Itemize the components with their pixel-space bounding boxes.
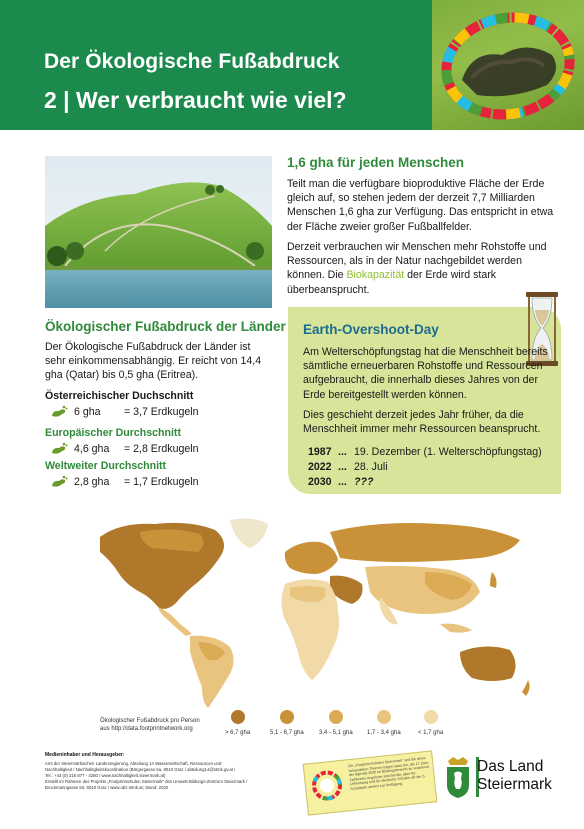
row-world	[50, 475, 199, 489]
imprint-line: Nachhaltigkeit / Nachhaltigkeitskoordination (Bürgergasse 5a, 8010 Graz / abteilung14@stmk.gv.at /	[45, 767, 236, 772]
page-title-line2: 2 | Wer verbraucht wie viel?	[44, 87, 347, 113]
map-japan	[490, 572, 497, 588]
timeline-year: 2022	[308, 461, 332, 473]
timeline-text: ???	[354, 476, 374, 488]
imprint-line: Erstellt im Rahmen des Projekts „Footprintschulen Steiermark“ des Umwelt-Bildungs-Zentrum Steiermark /	[45, 779, 248, 784]
sdg-wheel-photo	[432, 0, 584, 130]
timeline-year: 2030	[308, 476, 332, 488]
legend-item-lt-1-7	[418, 710, 443, 736]
legend-item-gt-6-7	[225, 710, 250, 736]
section-title-1-6-gha: 1,6 gha für jeden Menschen	[287, 155, 465, 170]
section1-paragraph1: Teilt man die verfügbare bioproduktive Fläche der Erde gleich auf, so stehen jedem der derzeit 7,7 Milliarden Menschen 1,6 gha zur Verfügung. Das entspricht in etwa der Fläche zweier großer Fußballfelder.	[287, 178, 554, 233]
brand-line1: Das Land	[477, 758, 544, 775]
legend-item-label: > 6,7 gha	[225, 730, 251, 736]
legend-item-5-1-6-7	[270, 710, 304, 736]
footprint-icon	[50, 475, 68, 489]
sdg-badge-logo	[308, 767, 345, 804]
legend-item-1-7-3-4	[367, 710, 401, 736]
overshoot-title: Earth-Overshoot-Day	[303, 322, 439, 337]
note-text: Die „Footprint-Schulen Steiermark“ und die diese behandelten Themen tragen dazu bei, die 17 Ziele der Agenda 2030 im Bildungsbereich zu verankern. Zahlreiche Angebote sind hierfür, allen für Lebensweg und für steirische Schulen ab der 5. Schulstufe stehen zur Verfügung.	[347, 756, 431, 792]
brand-line2: Steiermark	[477, 776, 552, 793]
section1-p2-text-a: Derzeit verbrauchen wir Menschen mehr Rohstoffe und Ressourcen, als in der Natur nachgebildet werden können. Die	[287, 241, 547, 282]
imprint-line: Brockmanngasse 53, 8010 Graz / www.ubz-stmk.at; Stand: 2022	[45, 785, 169, 790]
legend-swatch	[329, 710, 343, 724]
section1-p2-text-b: der Erde wird stark überbeansprucht.	[287, 269, 497, 296]
imprint-line: Tel.: +43 (0) 316 877 - 4280 / www.nachhaltigkeit.steiermark.at)	[45, 773, 166, 778]
earths-europe: = 2,8 Erdkugeln	[124, 443, 199, 455]
legend-item-label: < 1,7 gha	[418, 730, 444, 736]
timeline-text: 19. Dezember (1. Welterschöpfungstag)	[354, 446, 542, 458]
legend-swatch	[377, 710, 391, 724]
label-world-average: Weltweiter Durchschnitt	[45, 460, 167, 472]
value-austria: 6 gha	[74, 406, 101, 418]
row-austria	[50, 405, 199, 419]
legend-swatch	[280, 710, 294, 724]
timeline-row-1987	[308, 446, 542, 458]
value-world: 2,8 gha	[74, 476, 110, 488]
earths-austria: = 3,7 Erdkugeln	[124, 406, 199, 418]
page-title-line1: Der Ökologische Fußabdruck	[44, 50, 340, 73]
value-europe: 4,6 gha	[74, 443, 110, 455]
section1-paragraph2	[287, 240, 557, 297]
world-footprint-map	[80, 512, 550, 712]
timeline-year: 1987	[308, 446, 332, 458]
earths-world: = 1,7 Erdkugeln	[124, 476, 199, 488]
steiermark-crest-icon	[445, 755, 471, 799]
section2-paragraph: Der Ökologische Fußabdruck der Länder ist sehr einkommensabhängig. Er reicht von 14,4 gha (Qatar) bis 0,5 gha (Eritrea).	[45, 341, 262, 382]
overshoot-paragraph1: Am Welterschöpfungstag hat die Menschheit bereits sämtliche erneuerbaren Rohstoffe und Ressourcen aufgebraucht, die innerhalb dieses Jahres von der Erde bereitgestellt werden können.	[303, 346, 548, 401]
row-europe	[50, 442, 199, 456]
map-europe	[285, 542, 338, 574]
label-austria-average: Österreichischer Duchschnitt	[45, 390, 194, 402]
timeline-dots: ...	[338, 446, 347, 458]
section-title-laender: Ökologischer Fußabdruck der Länder	[45, 319, 286, 334]
map-greenland	[230, 519, 268, 548]
timeline-text: 28. Juli	[354, 461, 388, 473]
footprint-icon	[50, 442, 68, 456]
header-banner	[0, 0, 584, 130]
legend-swatch	[231, 710, 245, 724]
imprint	[45, 752, 295, 791]
footprint-schools-note	[303, 750, 438, 815]
map-central-america	[158, 607, 192, 636]
map-legend-label: Ökologischer Fußabdruck pro Person aus http://data.footprintnetwork.org	[100, 718, 200, 732]
map-australia	[460, 646, 516, 681]
legend-item-3-4-5-1	[319, 710, 353, 736]
overshoot-paragraph2: Dies geschieht derzeit jedes Jahr früher, da die Menschheit immer mehr Ressourcen beansprucht.	[303, 409, 541, 436]
landscape-photo	[45, 156, 272, 308]
footprint-icon	[50, 405, 68, 419]
imprint-heading: Medieninhaber und Herausgeber:	[45, 752, 125, 758]
legend-item-label: 5,1 - 6,7 gha	[270, 730, 304, 736]
label-europe-average: Europäischer Durchschnitt	[45, 427, 181, 439]
legend-item-label: 1,7 - 3,4 gha	[367, 730, 401, 736]
timeline-dots: ...	[338, 476, 347, 488]
brand-wordmark	[477, 758, 552, 794]
timeline-row-2022	[308, 461, 388, 473]
biokapazitaet-highlight: Biokapazität	[346, 269, 405, 282]
timeline-row-2030	[308, 476, 373, 488]
map-russia	[330, 523, 520, 562]
timeline-dots: ...	[338, 461, 347, 473]
imprint-line: Amt der Steiermärkischen Landesregierung, Abteilung 14 Wasserwirtschaft, Ressourcen und	[45, 761, 222, 766]
legend-item-label: 3,4 - 5,1 gha	[319, 730, 353, 736]
legend-swatch	[424, 710, 438, 724]
